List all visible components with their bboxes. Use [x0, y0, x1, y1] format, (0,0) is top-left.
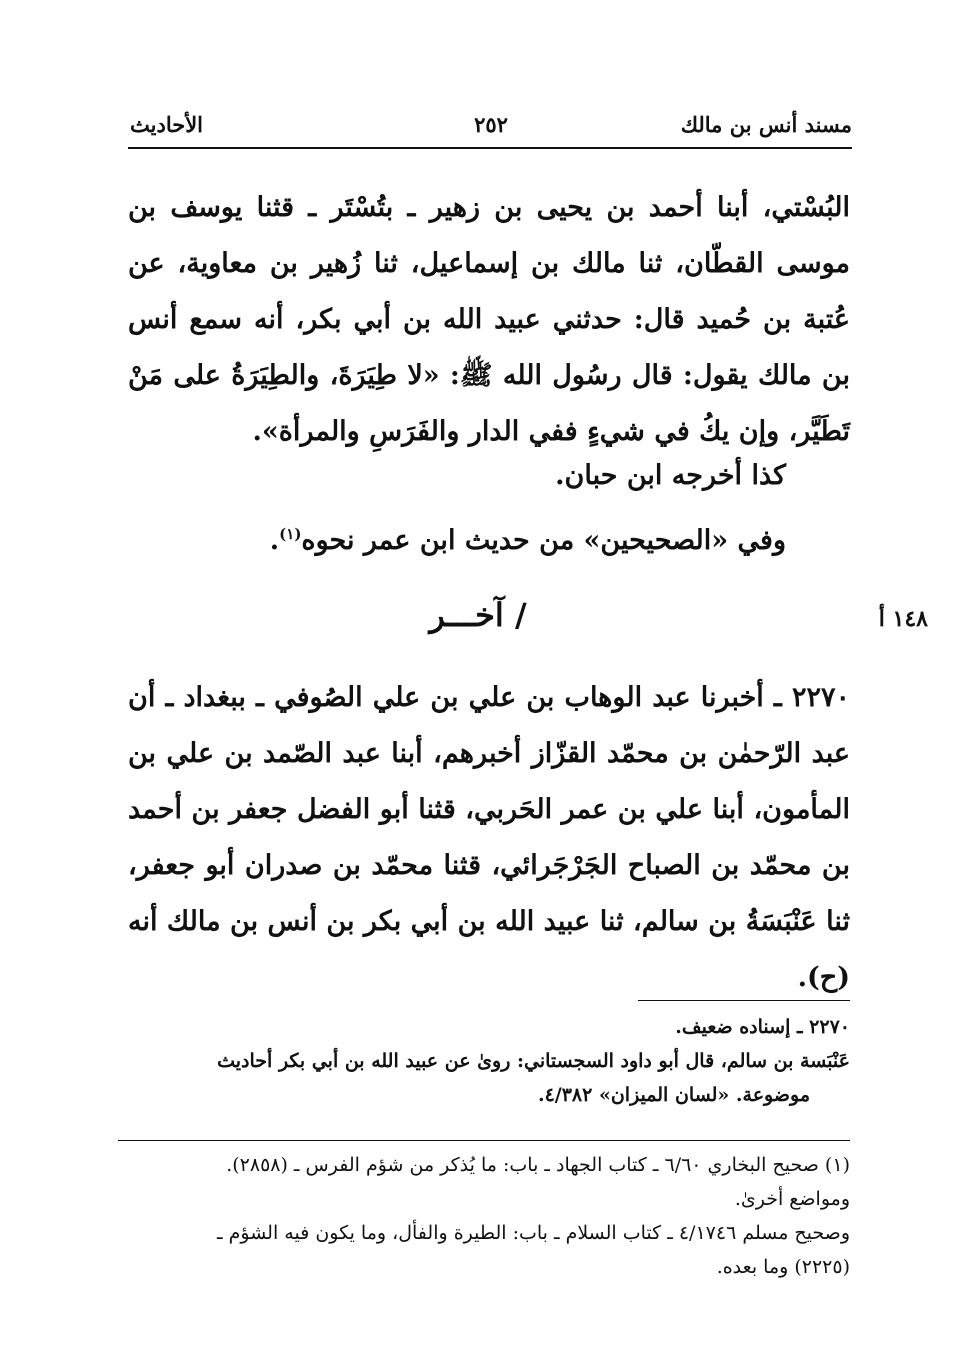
footnote-rule-long [118, 1140, 850, 1141]
commentary-line-2: عَنْبَسة بن سالم، قال أبو داود السجستاني: روىٰ عن عبيد الله بن أبي بكر أحاديث [217, 1050, 850, 1072]
running-header [130, 112, 852, 148]
commentary-footnote [118, 1010, 850, 1112]
commentary-line-1: ٢٢٧٠ ـ إسناده ضعيف. [675, 1016, 850, 1038]
reference-line-1: (١) صحيح البخاري ٦/٦٠ ـ كتاب الجهاد ـ باب: ما يُذكر من شؤم الفرس ـ (٢٨٥٨). [226, 1154, 850, 1176]
header-book-title: مسند أنس بن مالك [680, 112, 852, 137]
reference-footnote [118, 1148, 850, 1284]
footnote-rule-short [638, 1000, 850, 1001]
header-rule [128, 147, 852, 149]
sahihayn-note-text: وفي «الصحيحين» من حديث ابن عمر نحوه [301, 525, 786, 556]
sahihayn-note-end: . [269, 525, 280, 556]
manuscript-folio-marker: ١٤٨ أ [878, 606, 928, 632]
reference-line-2: ومواضع أخرىٰ. [734, 1188, 850, 1210]
hadith-2270-paragraph: ٢٢٧٠ ـ أخبرنا عبد الوهاب بن علي بن علي الصُوفي ـ ببغداد ـ أن عبد الرّحمٰن بن محمّد القزّاز أخبرهم، أبنا عبد الصّمد بن علي بن المأمون، أبنا علي بن عمر الحَربي، قثنا أبو الفضل جعفر بن أحمد بن محمّد بن الصباح الجَرْجَرائي، قثنا محمّد بن صدران أبو جعفر، ثنا عَنْبَسَةُ بن سالم، ثنا عبيد الله بن أبي بكر بن أنس بن مالك أنه (ح). [128, 682, 850, 993]
reference-line-4: (٢٢٢٥) وما بعده. [716, 1256, 850, 1278]
page-number: ٢٥٢ [474, 112, 508, 137]
hadith-paragraph-continued: البُسْتي، أبنا أحمد بن يحيى بن زهير ـ بتُسْتَر ـ قثنا يوسف بن موسى القطّان، ثنا مالك بن إسماعيل، ثنا زُهير بن معاوية، عن عُتبة بن حُميد قال: حدثني عبيد الله بن أبي بكر، أنه سمع أنس بن مالك يقول: قال رسُول الله ﷺ: «لا طِيَرَةَ، والطِيَرَةُ على مَنْ تَطَيَّر، وإن يكُ في شيءٍ ففي الدار والفَرَسِ والمرأة». [128, 192, 850, 447]
header-section-title: الأحاديث [130, 112, 204, 137]
reference-line-3: وصحيح مسلم ٤/١٧٤٦ ـ كتاب السلام ـ باب: الطيرة والفأل، وما يكون فيه الشؤم ـ [217, 1222, 850, 1244]
commentary-line-3: موضوعة. «لسان الميزان» ٤/٣٨٢. [537, 1084, 810, 1106]
ibn-hibban-note: كذا أخرجه ابن حبان. [555, 460, 786, 491]
footnote-ref: (١) [279, 525, 302, 543]
sahihayn-note [64, 525, 786, 556]
section-heading: / آخـــر [429, 596, 527, 634]
